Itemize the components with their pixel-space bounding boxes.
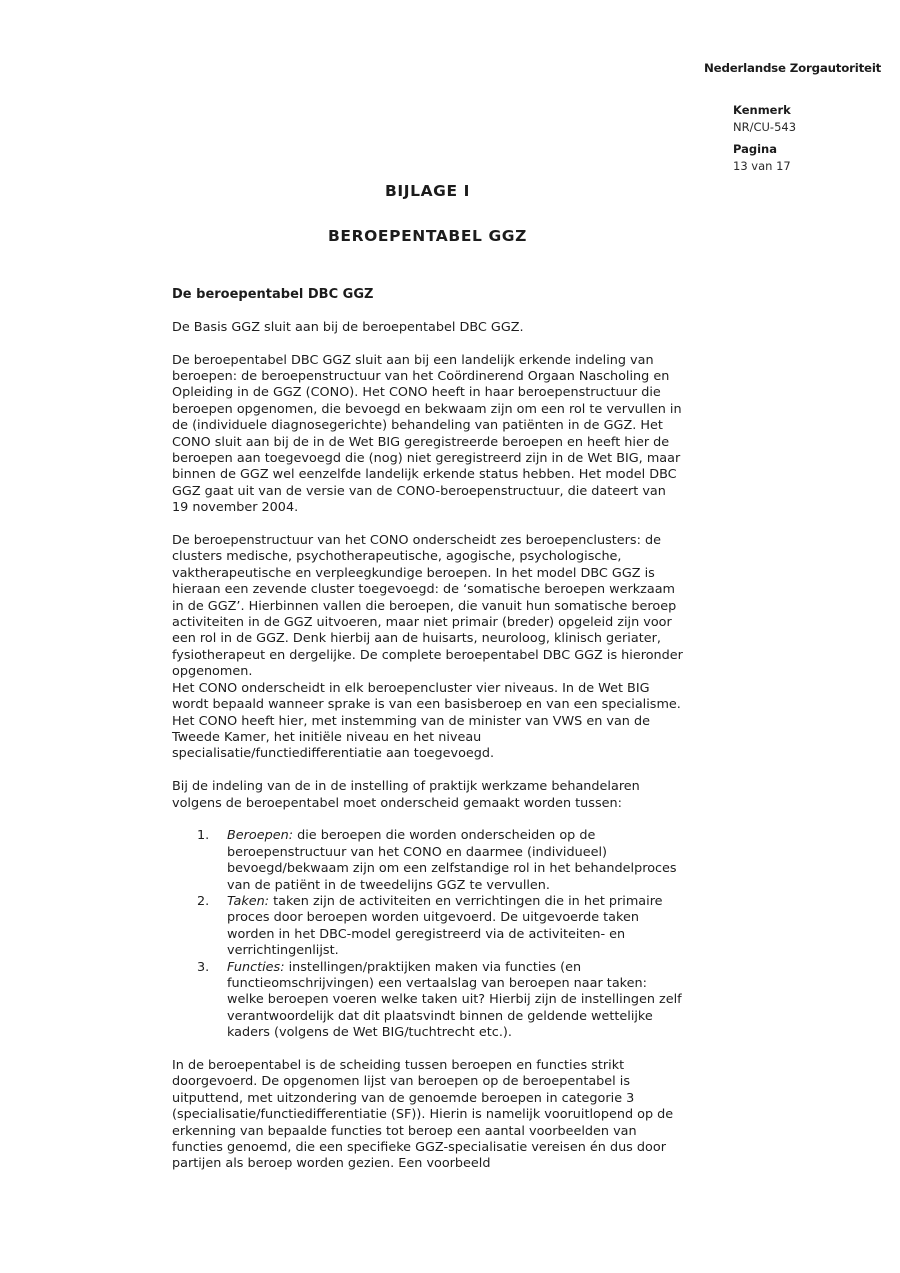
list-item-taken <box>172 894 683 960</box>
list-item-beroepen <box>172 828 683 894</box>
list-item-term: Taken: <box>227 893 274 909</box>
paragraph-basis-ggz: De Basis GGZ sluit aan bij de beroepentabel DBC GGZ. <box>172 319 524 335</box>
list-item-text: instellingen/praktijken maken via functies (en functieomschrijvingen) een vertaalslag van beroepen naar taken: welke beroepen voeren welke taken uit? Hierbij zijn de instellingen zelf verantwoordelijk dat dit plaatsvindt binnen de geldende wettelijke kaders (volgens de Wet BIG/tuchtrecht etc.). <box>227 959 682 1041</box>
kenmerk-value: NR/CU-543 <box>733 120 797 134</box>
list-item-number: 1. <box>197 828 210 844</box>
list-item-functies <box>172 960 683 1042</box>
section-heading: De beroepentabel DBC GGZ <box>172 287 374 302</box>
organization-name: Nederlandse Zorgautoriteit <box>704 61 882 75</box>
kenmerk-label: Kenmerk <box>733 103 791 117</box>
document-title: BEROEPENTABEL GGZ <box>328 227 527 245</box>
paragraph-indeling-intro: Bij de indeling van de in de instelling of praktijk werkzame behandelaren volgens de beroepentabel moet onderscheid gemaakt worden tussen: <box>172 779 640 811</box>
paragraph-beroepenclusters-part1: De beroepenstructuur van het CONO onderscheidt zes beroepenclusters: de clusters medische, psychotherapeutische, agogische, psychologische, vaktherapeutische en verpleegkundige beroepen. In het model DBC GGZ is hieraan een zevende cluster toegevoegd: de ‘somatische beroepen werkzaam in de GGZ’. Hierbinnen vallen die beroepen, die vanuit hun somatische beroep activiteiten in de GGZ uitvoeren, maar niet primair (breder) opgeleid zijn voor een rol in de GGZ. Denk hierbij aan de huisarts, neuroloog, klinisch geriater, fysiotherapeut en dergelijke. De complete beroepentabel DBC GGZ is hieronder opgenomen. <box>172 533 683 680</box>
document-body <box>172 287 683 1173</box>
pagina-value: 13 van 17 <box>733 159 791 173</box>
page-header-meta <box>733 102 796 180</box>
paragraph-beroepenclusters-part2: Het CONO onderscheidt in elk beroepencluster vier niveaus. In de Wet BIG wordt bepaald wanneer sprake is van een basisberoep en van een specialisme. Het CONO heeft hier, met instemming van de minister van VWS en van de Tweede Kamer, het initiële niveau en het niveau specialisatie/functiedifferentiatie aan toegevoegd. <box>172 680 681 762</box>
annex-title: BIJLAGE I <box>384 182 471 200</box>
list-item-text: taken zijn de activiteiten en verrichtingen die in het primaire proces door beroepen worden uitgevoerd. De uitgevoerde taken worden in het DBC-model geregistreerd via de activiteiten- en verrichtingenlijst. <box>227 893 663 959</box>
kenmerk-group <box>733 102 796 136</box>
list-item-term: Beroepen: <box>227 828 298 844</box>
pagina-label: Pagina <box>733 142 778 156</box>
list-item-term: Functies: <box>227 959 289 975</box>
list-item-number: 3. <box>197 959 210 975</box>
list-item-text: die beroepen die worden onderscheiden op de beroepenstructuur van het CONO en daarmee (individueel) bevoegd/bekwaam zijn om een zelfstandige rol in het behandelproces van de patiënt in de tweedelijns GGZ te vervullen. <box>227 828 677 893</box>
numbered-list <box>172 828 683 1041</box>
paragraph-scheiding: In de beroepentabel is de scheiding tussen beroepen en functies strikt doorgevoerd. De opgenomen lijst van beroepen op de beroepentabel is uitputtend, met uitzondering van de genoemde beroepen in categorie 3 (specialisatie/functiedifferentiatie (SF)). Hierin is namelijk vooruitlopend op de erkenning van bepaalde functies tot beroep een aantal voorbeelden van functies genoemd, die een specifieke GGZ-specialisatie vereisen én dus door partijen als beroep worden gezien. Een voorbeeld <box>172 1058 674 1172</box>
paragraph-beroepenclusters <box>172 533 683 763</box>
paragraph-cono-structuur: De beroepentabel DBC GGZ sluit aan bij een landelijk erkende indeling van beroepen: de beroepenstructuur van het Coördinerend Orgaan Nascholing en Opleiding in de GGZ (CONO). Het CONO heeft in haar beroepenstructuur die beroepen opgenomen, die bevoegd en bekwaam zijn om een rol te vervullen in de (individuele diagnosegerichte) behandeling van patiënten in de GGZ. Het CONO sluit aan bij de in de Wet BIG geregistreerde beroepen en heeft hier de beroepen aan toegevoegd die (nog) niet geregistreerd zijn in de Wet BIG, maar binnen de GGZ wel eenzelfde landelijk erkende status hebben. Het model DBC GGZ gaat uit van de versie van de CONO-beroepenstructuur, die dateert van 19 november 2004. <box>172 352 682 516</box>
list-item-number: 2. <box>197 893 210 909</box>
pagina-group <box>733 141 796 175</box>
